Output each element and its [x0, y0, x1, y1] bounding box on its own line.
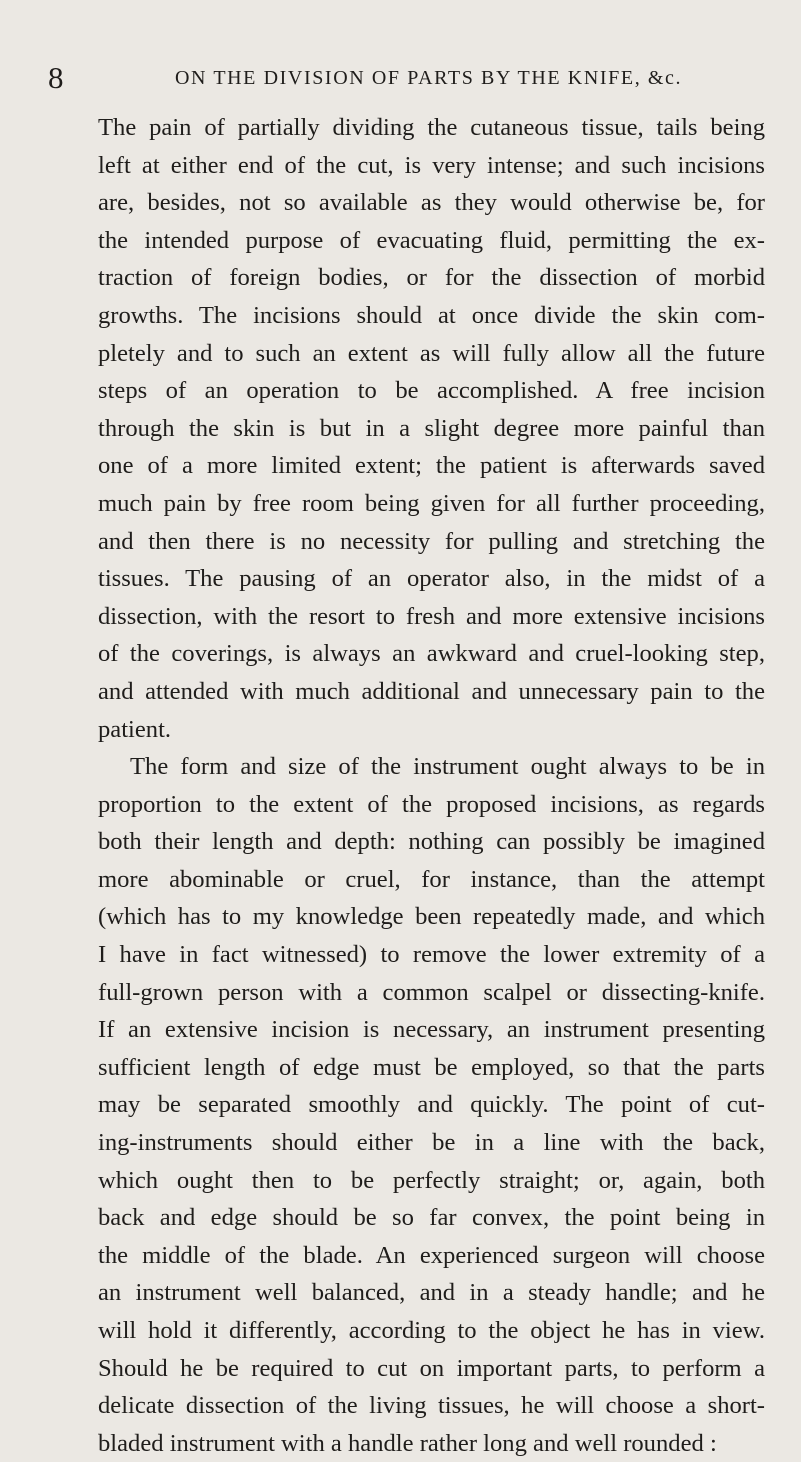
page-number: 8	[48, 60, 64, 95]
text-line: sufficient length of edge must be employed, so that the parts	[98, 1053, 765, 1081]
text-line: which ought then to be perfectly straight; or, again, both	[98, 1166, 765, 1194]
text-line: steps of an operation to be accomplished. A free incision	[98, 377, 765, 405]
text-line: full-grown person with a common scalpel or dissecting-knife.	[98, 978, 765, 1006]
text-line: Should he be required to cut on important parts, to perform a	[98, 1354, 765, 1382]
text-line: both their length and depth: nothing can possibly be imagined	[98, 828, 765, 856]
text-line: growths. The incisions should at once divide the skin com-	[98, 301, 765, 329]
text-line: more abominable or cruel, for instance, than the attempt	[98, 865, 765, 893]
text-line: proportion to the extent of the proposed incisions, as regards	[98, 790, 765, 818]
text-line: If an extensive incision is necessary, an instrument presenting	[98, 1016, 765, 1044]
running-head	[0, 60, 801, 96]
text-line: ing-instruments should either be in a line with the back,	[98, 1129, 765, 1157]
text-line: the intended purpose of evacuating fluid, permitting the ex-	[98, 226, 765, 254]
text-line: of the coverings, is always an awkward and cruel-looking step,	[98, 640, 765, 668]
text-line: The form and size of the instrument ought always to be in	[130, 753, 765, 781]
text-line: through the skin is but in a slight degree more painful than	[98, 414, 765, 442]
text-line: will hold it differently, according to the object he has in view.	[98, 1317, 765, 1344]
text-line: bladed instrument with a handle rather long and well rounded :	[98, 1429, 717, 1457]
paragraph-2	[98, 748, 765, 1462]
text-line: dissection, with the resort to fresh and more extensive incisions	[98, 602, 765, 630]
text-line: left at either end of the cut, is very intense; and such incisions	[98, 151, 765, 179]
text-line: (which has to my knowledge been repeatedly made, and which	[98, 903, 765, 931]
text-line: and then there is no necessity for pulling and stretching the	[98, 527, 765, 555]
text-line: much pain by free room being given for all further proceeding,	[98, 489, 765, 517]
text-line: pletely and to such an extent as will fully allow all the future	[98, 339, 765, 367]
paragraph-1	[98, 109, 765, 748]
text-line: are, besides, not so available as they would otherwise be, for	[98, 189, 765, 217]
text-line: one of a more limited extent; the patient is afterwards saved	[98, 452, 765, 480]
text-line: an instrument well balanced, and in a steady handle; and he	[98, 1279, 765, 1307]
text-line: I have in fact witnessed) to remove the lower extremity of a	[98, 941, 765, 969]
text-line: traction of foreign bodies, or for the dissection of morbid	[98, 264, 765, 292]
body-text	[98, 109, 765, 1462]
text-line: and attended with much additional and unnecessary pain to the	[98, 677, 765, 705]
text-line: patient.	[98, 715, 172, 743]
text-line: delicate dissection of the living tissues, he will choose a short-	[98, 1392, 765, 1420]
text-line: The pain of partially dividing the cutaneous tissue, tails being	[98, 114, 765, 141]
text-line: back and edge should be so far convex, the point being in	[98, 1204, 765, 1232]
text-line: tissues. The pausing of an operator also, in the midst of a	[98, 565, 765, 593]
running-head-title: ON THE DIVISION OF PARTS BY THE KNIFE, &c.	[175, 67, 683, 89]
text-line: may be separated smoothly and quickly. The point of cut-	[98, 1091, 765, 1119]
text-line: the middle of the blade. An experienced surgeon will choose	[98, 1241, 765, 1269]
